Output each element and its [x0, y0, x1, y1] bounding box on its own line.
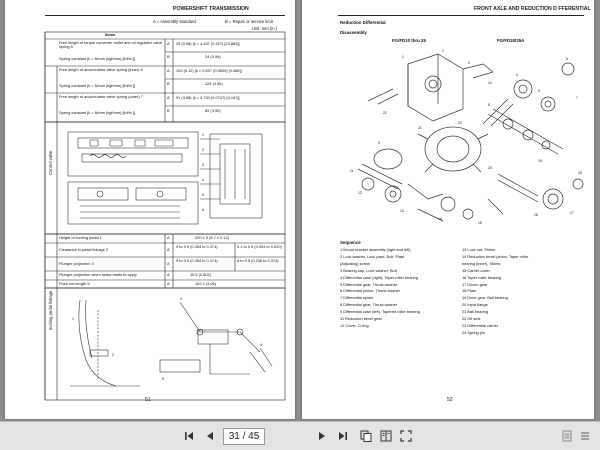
sequence-item: 1 Mount bracket assembly (right and left)	[340, 247, 411, 252]
pedal-row-3-standard: 9 to 9.5 (0.354 to 0.374)	[176, 258, 218, 263]
sequence-item: 6 Differential pinion, Thrust washer	[340, 288, 400, 294]
inching-pedal-label: Inching pedal linkage	[48, 290, 53, 330]
two-page-icon[interactable]	[378, 426, 394, 446]
svg-text:2: 2	[442, 49, 444, 53]
svg-text:18: 18	[578, 171, 582, 175]
sequence-item: 12 Cover, O-ring	[340, 322, 369, 328]
svg-text:7: 7	[576, 96, 578, 100]
sequence-item: 8 Differential gear, Thrust washer	[340, 302, 398, 308]
svg-text:4: 4	[260, 343, 262, 347]
first-page-icon[interactable]	[182, 426, 196, 446]
sequence-item: (Adjusting) screw	[340, 260, 370, 266]
pedal-row-3-limit: 6 to 9.5 (0.236 to 0.374)	[237, 258, 279, 263]
sequence-item: 20 Input flange	[462, 302, 488, 308]
sequence-item: 13 Lock nut, Shims	[462, 247, 496, 252]
model-right: FG/FD30/35A	[497, 38, 525, 43]
svg-text:5: 5	[538, 89, 540, 93]
pedal-row-4-standard: 15.5 (0.602)	[190, 272, 211, 277]
svg-text:20: 20	[488, 166, 492, 170]
svg-text:1: 1	[202, 133, 204, 137]
sequence-item: 21 Ball bearing	[462, 309, 488, 315]
legend-assembly: A = Assembly standard	[153, 19, 196, 24]
svg-text:2: 2	[202, 148, 204, 152]
pedal-row-5-item: Push rod length 5	[59, 281, 90, 286]
sequence-item: 17 Driven gear	[462, 281, 488, 287]
sequence-item: 9 Differential case (left), Tapered roller bearing	[340, 309, 420, 315]
sequence-item: 19 Drive gear, Ball bearing	[462, 295, 508, 301]
left-page: POWERSHIFT TRANSMISSION A = Assembly standard B = Repair or service limit Unit: mm (in.) Items Free length of torque converter outlet and oil regulator valve spring 5 Spring constant [k = N/mm (kgf/mm) [lbf/in.]] A B 25 (0.98) [k = 4.187 (0.427) [23.882]] 24 (0.94) Free length of accumulator valve spring (inner) 8 Spring constant [k = N/mm (kgf/mm) [lbf/in.]] A B 120 (5.12) [k = 0.597 (0.0609) [3.466]] 126 (4.96) Free length of accumulator valve spring (outer) 7 Spring constant [k = N/mm (kgf/mm) [lbf/in.]] A B 91 (3.58) [k = 0.730 (0.0747) [4.167]] 89 (3.50) Control valve 1 2 3 4 5 6 Height of inching pedal 1 A 220 ± 3 (8.7 ± 0.12) Clearance in pedal linkage 2 A 9 to 9.5 (0.354 to 0.374) 0.1 to 0.5 (0.004 to 0.020) Plunger projection 3 A 9 to 9.5 (0.354 to 0.374) 6 to 9.5 (0.236 to 0.374) Plunger projection when brake starts to apply A 15.5 (0.602) Push rod length 5 A 102.2 (4.06) Inching pedal linkage 1 2 3 4 5 51	[5, 0, 295, 419]
spec-row-1-item2: Spring constant [k = N/mm (kgf/mm) [lbf/in.]]	[59, 56, 135, 61]
svg-text:2: 2	[112, 353, 114, 357]
spec-row-3-item2: Spring constant [k = N/mm (kgf/mm) [lbf/in.]]	[59, 110, 135, 115]
svg-text:22: 22	[383, 111, 387, 115]
spec-row-2-item: Free length of accumulator valve spring (inner) 8	[59, 67, 143, 72]
viewer-toolbar	[0, 421, 600, 450]
svg-text:3: 3	[180, 297, 182, 301]
sequence-item: 14 Reduction bevel pinion, Taper roller	[462, 253, 529, 259]
svg-text:6: 6	[566, 57, 568, 61]
pedal-row-2-item: Clearance in pedal linkage 2	[59, 247, 109, 252]
svg-text:16: 16	[534, 213, 538, 217]
svg-text:13: 13	[400, 209, 404, 213]
spec-row-1-limit: 24 (0.94)	[205, 54, 221, 59]
svg-text:3: 3	[468, 61, 470, 65]
right-page	[302, 0, 594, 419]
spec-row-1-item: Free length of torque converter outlet and oil regulator valve spring 5	[59, 40, 163, 50]
model-left: FG/FD10 thru 25	[392, 38, 426, 43]
svg-text:15: 15	[478, 221, 482, 225]
sequence-item: 2 Lock washer, Lock pawl, Bolt, Plate	[340, 253, 405, 259]
svg-text:23: 23	[458, 121, 462, 125]
svg-text:4: 4	[516, 73, 518, 77]
spec-row-2-standard: 120 (5.12) [k = 0.597 (0.0609) [3.466]]	[176, 68, 242, 73]
sequence-item: 11 Reduction bevel gear	[340, 316, 382, 321]
subsection-title: Disassembly	[340, 30, 367, 35]
pedal-linkage-diagram	[60, 290, 282, 398]
svg-text:9: 9	[378, 141, 380, 145]
svg-text:1: 1	[402, 55, 404, 59]
unit-label: Unit: mm (in.)	[252, 26, 278, 31]
legend-service: B = Repair or service limit	[225, 19, 273, 24]
next-page-icon[interactable]	[315, 426, 329, 446]
menu-icon[interactable]	[578, 426, 592, 446]
pedal-row-5-standard: 102.2 (4.06)	[195, 281, 216, 286]
spec-row-3-standard: 91 (3.58) [k = 0.730 (0.0747) [4.167]]	[176, 95, 240, 100]
sequence-item: 18 Plate	[462, 288, 477, 294]
sequence-item: 24 Spring pin	[462, 329, 485, 335]
svg-text:21: 21	[418, 126, 422, 130]
page-number-field[interactable]: 31 / 45	[223, 428, 265, 445]
svg-text:6: 6	[202, 208, 204, 212]
last-page-icon[interactable]	[336, 426, 350, 446]
sequence-item: 5 Differential gear, Thrust washer	[340, 281, 398, 287]
sequence-item: 15 Carrier cover	[462, 267, 490, 273]
pedal-row-1-standard: 220 ± 3 (8.7 ± 0.12)	[195, 235, 229, 240]
items-header: Items	[105, 32, 116, 37]
svg-text:5: 5	[162, 377, 164, 381]
pedal-row-1-item: Height of inching pedal 1	[59, 235, 102, 240]
sequence-item: 7 Differential spider	[340, 295, 374, 301]
single-page-icon[interactable]	[560, 426, 574, 446]
spec-row-1-standard: 25 (0.98) [k = 4.187 (0.427) [23.882]]	[176, 41, 240, 46]
section-title: Reduction Differential	[340, 20, 386, 25]
svg-text:5: 5	[202, 193, 204, 197]
right-page-header: FRONT AXLE AND REDUCTION D FFERENTIAL	[474, 6, 591, 12]
right-page-number: 52	[447, 397, 453, 403]
copy-page-icon[interactable]	[358, 426, 374, 446]
svg-text:17: 17	[570, 211, 574, 215]
spec-row-3-item: Free length of accumulator valve spring (outer) 7	[59, 94, 143, 99]
svg-text:24: 24	[488, 81, 492, 85]
svg-text:19: 19	[538, 159, 542, 163]
spec-row-2-item2: Spring constant [k = N/mm (kgf/mm) [lbf/in.]]	[59, 83, 135, 88]
control-valve-label: Control valve	[48, 150, 53, 175]
fullscreen-icon[interactable]	[398, 426, 414, 446]
control-valve-diagram	[60, 124, 282, 232]
differential-exploded-diagram	[338, 44, 588, 230]
pedal-row-3-item: Plunger projection 3	[59, 261, 94, 266]
svg-text:1: 1	[72, 317, 74, 321]
left-page-number: 51	[145, 397, 151, 403]
sequence-item: 22 Oil seal	[462, 316, 481, 321]
pedal-row-2-limit: 0.1 to 0.5 (0.004 to 0.020)	[237, 244, 282, 249]
header-rule	[338, 15, 584, 16]
spec-row-3-limit: 89 (3.50)	[205, 108, 221, 113]
pedal-row-4-item: Plunger projection when brake starts to apply	[59, 272, 137, 277]
prev-page-icon[interactable]	[203, 426, 217, 446]
sequence-title: Sequence	[340, 240, 361, 245]
svg-text:11: 11	[350, 169, 354, 173]
svg-text:14: 14	[438, 217, 442, 221]
spec-row-2-limit: 126 (4.96)	[205, 81, 223, 86]
left-page-header: POWERSHIFT TRANSMISSION	[173, 6, 249, 12]
sequence-item: bearing (inner), Shims	[462, 260, 501, 266]
svg-text:3: 3	[202, 163, 204, 167]
sequence-item: 23 Differential carrier	[462, 322, 499, 328]
svg-text:4: 4	[202, 178, 204, 182]
pedal-row-2-standard: 9 to 9.5 (0.354 to 0.374)	[176, 244, 218, 249]
svg-text:12: 12	[358, 191, 362, 195]
svg-text:8: 8	[488, 103, 490, 107]
sequence-item: 3 Bearing cap, Lock washer, Bolt	[340, 267, 397, 273]
sequence-item: 4 Differential case (right), Taper roller bearing	[340, 274, 418, 280]
sequence-item: 16 Taper roller bearing	[462, 274, 501, 280]
